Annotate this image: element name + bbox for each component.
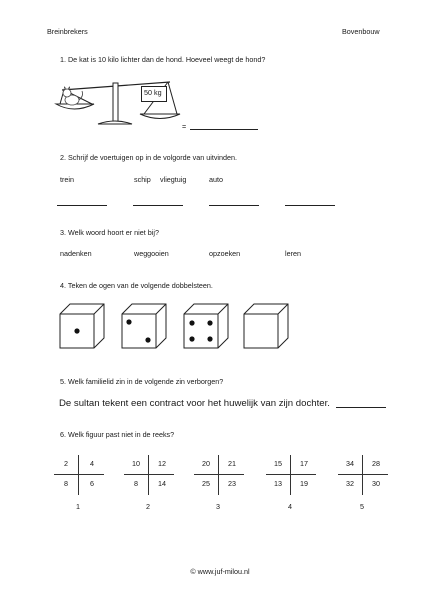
figure-cell: 12 xyxy=(158,459,166,468)
question-6-text: 6. Welk figuur past niet in de reeks? xyxy=(60,430,175,439)
figure-label: 1 xyxy=(76,502,80,511)
figure-cell: 8 xyxy=(134,479,138,488)
figure-3 xyxy=(194,455,244,495)
figure-cell: 19 xyxy=(300,479,308,488)
figure-cell: 14 xyxy=(158,479,166,488)
figure-cell: 10 xyxy=(132,459,140,468)
figure-cell: 15 xyxy=(274,459,282,468)
vehicle-word: schip xyxy=(134,175,151,184)
answer-line-q2[interactable] xyxy=(133,205,183,206)
footer-credit: © www.juf-milou.nl xyxy=(190,567,250,576)
figure-cell: 30 xyxy=(372,479,380,488)
figure-cell: 34 xyxy=(346,459,354,468)
figure-label: 5 xyxy=(360,502,364,511)
figure-cell: 23 xyxy=(228,479,236,488)
dice-2 xyxy=(122,304,166,348)
dice-row xyxy=(56,300,296,352)
figure-cell: 2 xyxy=(64,459,68,468)
figure-cell: 25 xyxy=(202,479,210,488)
dice-4 xyxy=(184,304,228,348)
header-left: Breinbrekers xyxy=(47,27,88,36)
figure-label: 2 xyxy=(146,502,150,511)
figure-cell: 4 xyxy=(90,459,94,468)
answer-line-q5[interactable] xyxy=(336,407,386,408)
question-1-text: 1. De kat is 10 kilo lichter dan de hond. Hoeveel weegt de hond? xyxy=(60,55,266,64)
answer-line-q1[interactable] xyxy=(190,129,258,130)
question-5-text: 5. Welk familielid zin in de volgende zin verborgen? xyxy=(60,377,224,386)
word-option: opzoeken xyxy=(209,249,241,258)
figure-cell: 8 xyxy=(64,479,68,488)
dice-1 xyxy=(60,304,104,348)
weight-label: 50 kg xyxy=(144,88,162,97)
answer-line-q2[interactable] xyxy=(285,205,335,206)
header-right: Bovenbouw xyxy=(342,27,380,36)
figure-cell: 21 xyxy=(228,459,236,468)
figure-5 xyxy=(338,455,388,495)
question-2-text: 2. Schrijf de voertuigen op in de volgorde van uitvinden. xyxy=(60,153,238,162)
figure-label: 4 xyxy=(288,502,292,511)
figure-cell: 32 xyxy=(346,479,354,488)
vehicle-word: vliegtuig xyxy=(160,175,187,184)
dice-empty xyxy=(244,304,288,348)
vehicle-word: trein xyxy=(60,175,74,184)
figure-cell: 13 xyxy=(274,479,282,488)
figure-cell: 17 xyxy=(300,459,308,468)
word-option: nadenken xyxy=(60,249,92,258)
figure-4 xyxy=(266,455,316,495)
word-option: weggooien xyxy=(134,249,169,258)
hidden-word-sentence: De sultan tekent een contract voor het huwelijk van zijn dochter. xyxy=(59,398,330,409)
answer-line-q2[interactable] xyxy=(209,205,259,206)
question-4-text: 4. Teken de ogen van de volgende dobbelsteen. xyxy=(60,281,213,290)
vehicle-word: auto xyxy=(209,175,223,184)
figure-cell: 20 xyxy=(202,459,210,468)
figure-2 xyxy=(124,455,174,495)
answer-line-q2[interactable] xyxy=(57,205,107,206)
equals-sign: = xyxy=(182,122,187,131)
figure-cell: 6 xyxy=(90,479,94,488)
question-3-text: 3. Welk woord hoort er niet bij? xyxy=(60,228,159,237)
word-option: leren xyxy=(285,249,301,258)
figure-label: 3 xyxy=(216,502,220,511)
figure-1 xyxy=(54,455,104,495)
figure-cell: 28 xyxy=(372,459,380,468)
